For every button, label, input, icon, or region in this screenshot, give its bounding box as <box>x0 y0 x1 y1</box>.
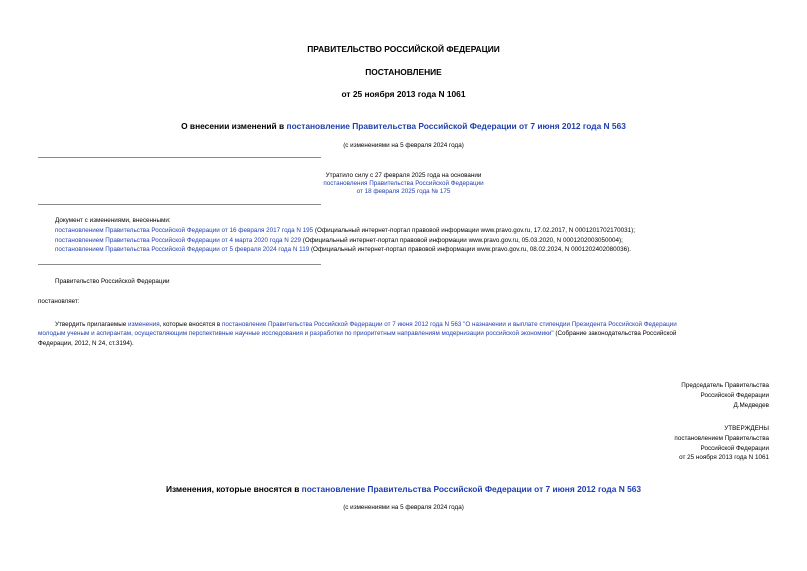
approval-line: постановлением Правительства <box>674 434 769 442</box>
amendment-link[interactable]: постановлением Правительства Российской Федерации от 4 марта 2020 года N 229 <box>55 236 302 244</box>
signature-position: Председатель Правительства <box>681 382 769 389</box>
approval-title: УТВЕРЖДЕНЫ <box>724 425 769 432</box>
changes-link[interactable]: изменения <box>128 321 160 328</box>
amendment-source: (Официальный интернет-портал правовой информации www.pravo.gov.ru, 08.02.2024, N 0001202402080036). <box>309 246 631 254</box>
divider <box>38 204 321 205</box>
signature-block <box>681 381 769 410</box>
amendment-link[interactable]: постановлением Правительства Российской Федерации от 5 февраля 2024 года N 119 <box>55 246 310 254</box>
amendments-list <box>55 216 775 255</box>
main-paragraph <box>38 320 773 348</box>
document-date-number: от 25 ноября 2013 года N 1061 <box>341 89 466 99</box>
government-heading: ПРАВИТЕЛЬСТВО РОССИЙСКОЙ ФЕДЕРАЦИИ <box>307 44 500 54</box>
amendment-item <box>55 236 775 246</box>
lapsed-link-1[interactable]: постановления Правительства Российской Федерации <box>323 180 484 188</box>
document-type: ПОСТАНОВЛЕНИЕ <box>365 67 442 77</box>
divider <box>38 264 321 265</box>
lapsed-text: Утратило силу с 27 февраля 2025 года на основании <box>325 172 482 179</box>
resolves-line: постановляет: <box>38 298 80 305</box>
approval-block <box>674 424 769 463</box>
paragraph-line <box>38 329 773 338</box>
resolution-link-cont[interactable]: молодым ученым и аспирантам, осуществляющим перспективные научные исследования и разработки по приоритетным направлениям модернизации российской экономики" <box>38 330 554 338</box>
changes-heading <box>0 484 807 495</box>
amendment-link[interactable]: постановлением Правительства Российской Федерации от 16 февраля 2017 года N 195 <box>55 226 314 234</box>
signature-name: Д.Медведев <box>733 401 769 409</box>
revision-note: (с изменениями на 5 февраля 2024 года) <box>343 142 464 149</box>
text: (Собрание законодательства Российской <box>553 330 677 338</box>
approval-line: Российской Федерации <box>700 444 769 452</box>
title-prefix: О внесении изменений в <box>181 121 287 131</box>
changes-heading-link[interactable]: постановление Правительства Российской Федерации от 7 июня 2012 года N 563 <box>301 484 642 494</box>
divider <box>38 157 321 158</box>
changes-heading-prefix: Изменения, которые вносятся в <box>165 484 302 494</box>
government-line: Правительство Российской Федерации <box>55 278 170 285</box>
text: Утвердить прилагаемые <box>55 321 128 328</box>
document-title <box>0 121 807 132</box>
amendment-item <box>55 226 775 236</box>
approval-line: от 25 ноября 2013 года N 1061 <box>679 454 769 462</box>
amendment-source: (Официальный интернет-портал правовой информации www.pravo.gov.ru, 05.03.2020, N 0001202003050004); <box>301 236 623 244</box>
title-link[interactable]: постановление Правительства Российской Федерации от 7 июня 2012 года N 563 <box>286 121 626 131</box>
paragraph-line: Федерации, 2012, N 24, ст.3194). <box>38 339 134 347</box>
lapsed-notice <box>0 172 807 197</box>
signature-position-2: Российской Федерации <box>700 391 769 399</box>
amendments-intro: Документ с изменениями, внесенными: <box>55 217 171 224</box>
paragraph-line <box>38 320 773 329</box>
text: , которые вносятся в <box>159 321 223 328</box>
amendment-source: (Официальный интернет-портал правовой информации www.pravo.gov.ru, 17.02.2017, N 0001201702170031); <box>313 226 635 234</box>
resolution-link[interactable]: постановление Правительства Российской Федерации от 7 июня 2012 года N 563 "О назначении и выплате стипендии Президента Российской Федерации <box>222 321 677 328</box>
changes-revision-note: (с изменениями на 5 февраля 2024 года) <box>343 504 464 511</box>
amendment-item <box>55 245 775 255</box>
lapsed-link-2[interactable]: от 18 февраля 2025 года № 175 <box>356 188 451 196</box>
